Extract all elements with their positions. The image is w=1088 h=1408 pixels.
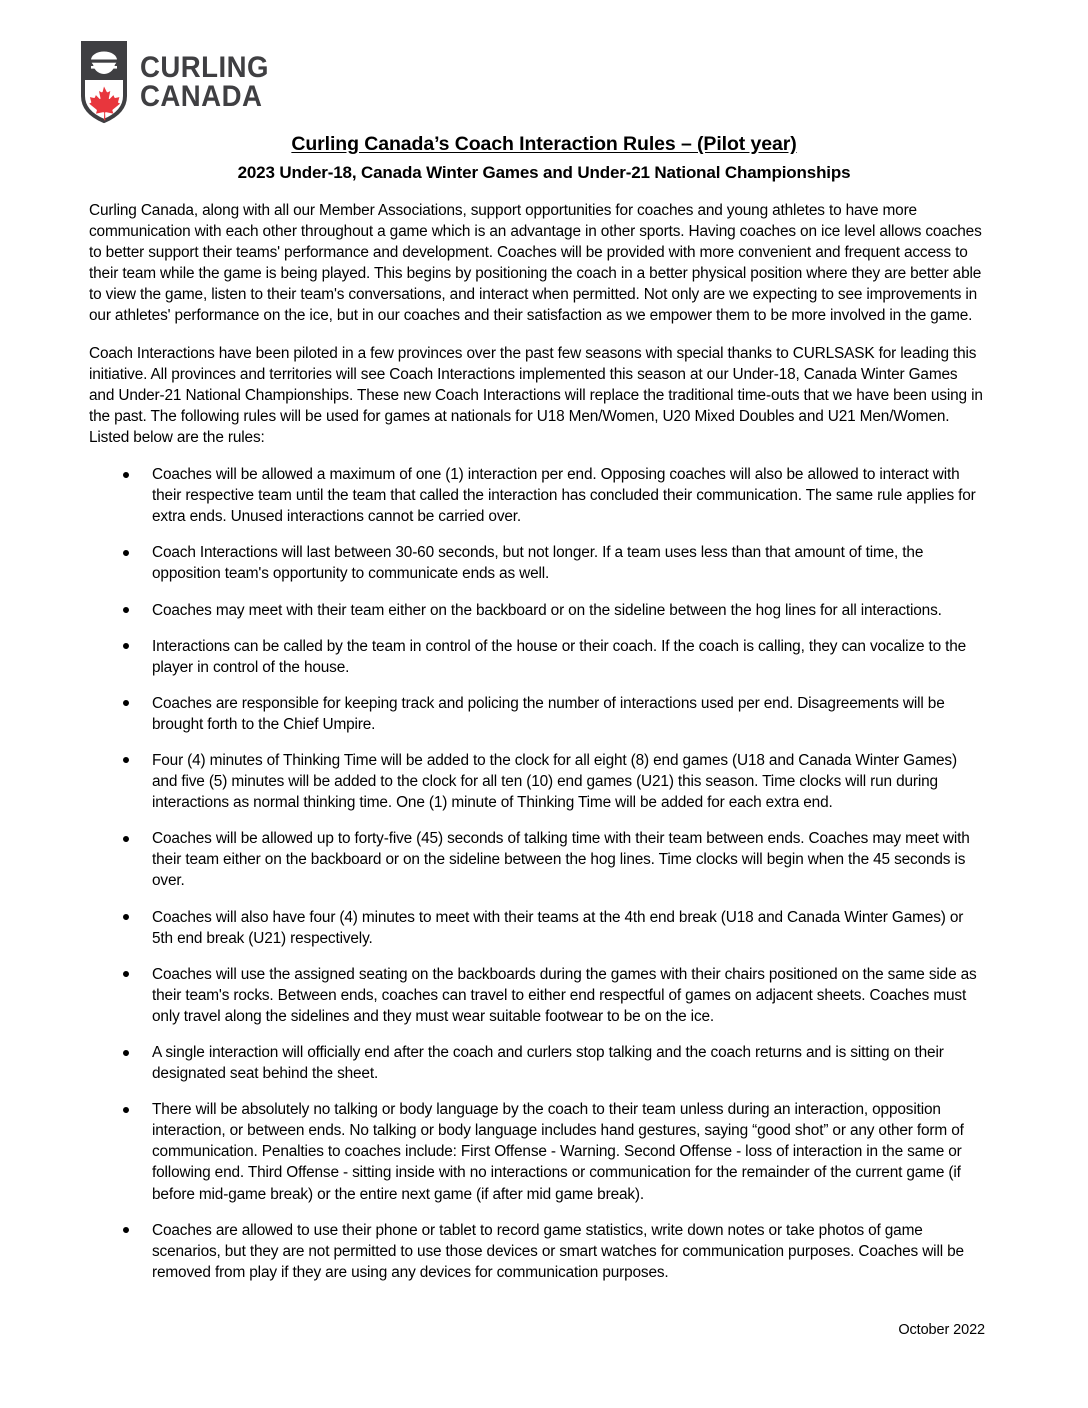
curling-canada-logo — [80, 40, 280, 124]
rule-text: Four (4) minutes of Thinking Time will be added to the clock for all eight (8) end games (U18 and Canada Winter Games) and five (5) minutes will be added to the clock for all ten (10) end games (U21) this season. Time clocks will run during interactions as normal thinking time. One (1) minute of Thinking Time will be added for each extra end. — [152, 751, 957, 812]
bullet-icon — [123, 971, 129, 977]
logo-word-curling: CURLING — [140, 50, 269, 84]
rule-text: Coaches will use the assigned seating on the backboards during the games with their chairs positioned on the same side as their team's rocks. Between ends, coaches can travel to either end respectful of games on adjacent sheets. Coaches must only travel along the sidelines and they must wear suitable footwear to be on the ice. — [152, 965, 977, 1025]
rules-list — [89, 464, 986, 1283]
rule-text: There will be absolutely no talking or body language by the coach to their team unless during an interaction, opposition interaction, or between ends. No talking or body language includes hand gestures, saying “good shot” or any other form of communication. Penalties to coaches include: First Offense - Warning. Second Offense - loss of interaction in the same or following end. Third Offense - sitting inside with no interactions or communication for the remainder of the current game (if before mid-game break) or the entire next game (if after mid game break). — [152, 1101, 964, 1203]
intro-paragraph-1: Curling Canada, along with all our Member Associations, support opportunities for coaches and young athletes to have more communication with each other throughout a game which is an advantage in other sports. Having coaches on ice level allows coaches to better support their teams' performance and development. Coaches will be provided with more convenient and frequent access to their team while the game is being played. This begins by positioning the coach in a better physical position where they are better able to view the game, listen to their team's conversations, and interact when permitted. Not only are we expecting to see improvements in our athletes' performance on the ice, but in our coaches and their satisfaction as we empower them to be more involved in the game. — [89, 202, 982, 325]
list-item — [89, 600, 986, 621]
logo-word-canada: CANADA — [140, 80, 263, 113]
list-item — [89, 907, 986, 949]
rule-text: Coaches are responsible for keeping track and policing the number of interactions used per end. Disagreements will be brought forth to the Chief Umpire. — [152, 694, 945, 733]
rule-text: Coach Interactions will last between 30-60 seconds, but not longer. If a team uses less than that amount of time, the opposition team's opportunity to communicate ends as well. — [152, 544, 924, 583]
list-item — [89, 1099, 986, 1204]
intro-paragraph-2: Coach Interactions have been piloted in a few provinces over the past few seasons with special thanks to CURLSASK for leading this initiative. All provinces and territories will see Coach Interactions implemented this season at our Under-18, Canada Winter Games and Under-21 National Championships. These new Coach Interactions will replace the traditional time-outs that we have been using in the past. The following rules will be used for games at nationals for U18 Men/Women, U20 Mixed Doubles and U21 Men/Women. Listed below are the rules: — [89, 344, 983, 446]
bullet-icon — [123, 1050, 129, 1056]
rule-text: Interactions can be called by the team in control of the house or their coach. If the coach is calling, they can vocalize to the player in control of the house. — [152, 637, 967, 676]
list-item — [89, 964, 986, 1027]
bullet-icon — [123, 914, 129, 920]
list-item — [89, 750, 986, 813]
list-item — [89, 636, 986, 678]
list-item — [89, 693, 986, 735]
page-title-text: Curling Canada’s Coach Interaction Rules – (Pilot year) — [291, 133, 797, 155]
document-body — [89, 200, 986, 1298]
list-item — [89, 1220, 986, 1283]
rule-text: Coaches are allowed to use their phone or tablet to record game statistics, write down notes or take photos of game scenarios, but they are not permitted to use those devices or smart watches for communication purposes. Coaches will be removed from play if they are using any devices for communication purposes. — [152, 1221, 964, 1281]
bullet-icon — [123, 757, 129, 763]
rule-text: A single interaction will officially end after the coach and curlers stop talking and the coach returns and is sitting on their designated seat behind the sheet. — [152, 1044, 944, 1083]
rule-text: Coaches will be allowed a maximum of one (1) interaction per end. Opposing coaches will also be allowed to interact with their respective team until the team that called the interaction has concluded their communication. The same rule applies for extra ends. Unused interactions cannot be carried over. — [152, 466, 976, 526]
rule-text: Coaches will also have four (4) minutes to meet with their teams at the 4th end break (U18 and Canada Winter Games) or 5th end break (U21) respectively. — [152, 908, 964, 947]
page-title — [0, 133, 1088, 156]
list-item — [89, 828, 986, 891]
rule-text: Coaches may meet with their team either on the backboard or on the sideline between the hog lines for all interactions. — [152, 601, 942, 619]
bullet-icon — [123, 607, 129, 613]
curling-stone-maple-leaf-shield-icon — [80, 40, 128, 124]
bullet-icon — [123, 643, 129, 649]
footer-date: October 2022 — [898, 1322, 985, 1338]
bullet-icon — [123, 550, 129, 556]
page-subtitle: 2023 Under-18, Canada Winter Games and Under-21 National Championships — [237, 163, 851, 182]
list-item — [89, 1042, 986, 1084]
list-item — [89, 464, 986, 527]
bullet-icon — [123, 836, 129, 842]
bullet-icon — [123, 1227, 129, 1233]
list-item — [89, 542, 986, 584]
bullet-icon — [123, 1107, 129, 1113]
rule-text: Coaches will be allowed up to forty-five (45) seconds of talking time with their team between ends. Coaches may meet with their team either on the backboard or on the sideline between the hog lines. Time clocks will begin when the 45 seconds is over. — [152, 830, 970, 890]
bullet-icon — [123, 700, 129, 706]
bullet-icon — [123, 472, 129, 478]
logo-wordmark — [140, 50, 280, 113]
